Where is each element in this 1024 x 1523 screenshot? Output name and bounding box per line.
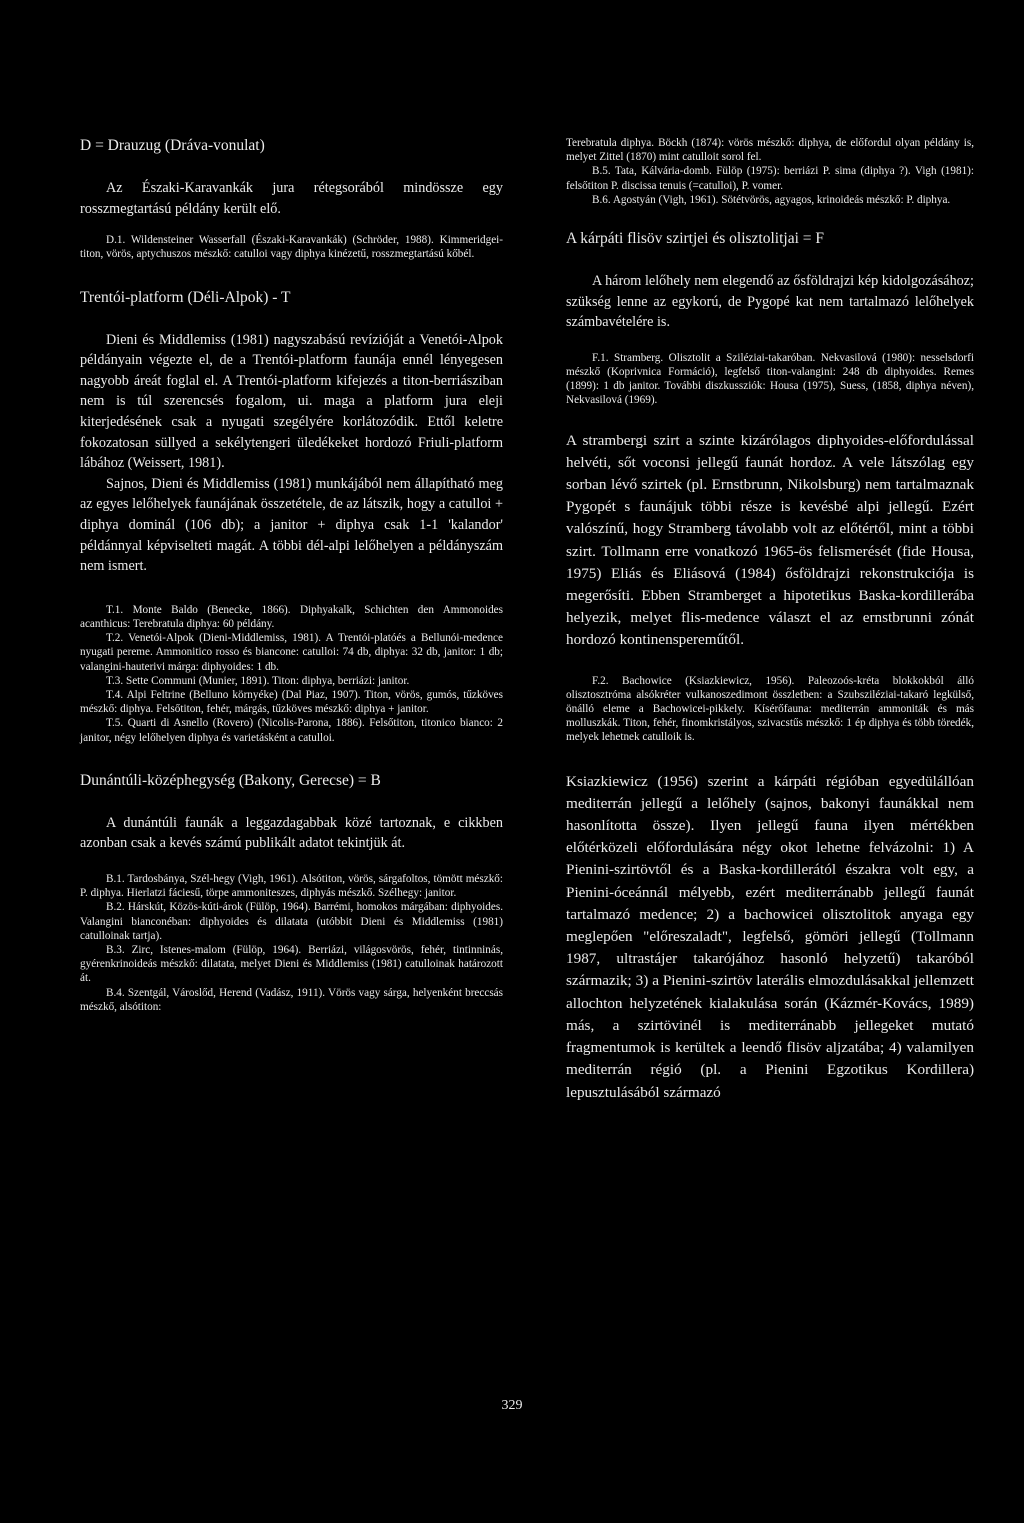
section-heading-drauzug: D = Drauzug (Dráva-vonulat) xyxy=(80,137,265,154)
locality-entry-t2: T.2. Venetói-Alpok (Dieni-Middlemiss, 1981). A Trentói-platóés a Bellunói-medence nyugati pereme. Ammonitico rosso és biancone: catulloi: 74 db, diphya: 32 db, janitor: 1 db; valangini-hauterivi márga: diphyoides: 1 db. xyxy=(80,632,503,673)
locality-entry-t5: T.5. Quarti di Asnello (Rovero) (Nicolis-Parona, 1886). Felsőtiton, titonico bianco: 2 janitor, négy lelőhelyen diphya és varietásként a catulloi. xyxy=(80,717,503,744)
locality-entry-b3: B.3. Zirc, Istenes-malom (Fülöp, 1964). Berriázi, világosvörös, fehér, tintinninás, gyérenkrinoideás mészkő: dilatata, melyet Dieni és Middlemiss (1981) catulloinak határozott át. xyxy=(80,943,503,985)
paragraph-drauzug-intro: Az Északi-Karavankák jura rétegsorából mindössze egy rosszmegtartású példány került elő. xyxy=(80,180,503,217)
section-heading-trento: Trentói-platform (Déli-Alpok) - T xyxy=(80,288,291,306)
locality-entry-f1: F.1. Stramberg. Olisztolit a Sziléziai-takaróban. Nekvasilová (1980): nesselsdorfi mészkő (Koprivnica Formáció), legfelső titon-valangini: 248 db diphyoides. Remes (1899): 1 db janitor. További diszkussziók: Housa (1975), Suess, (1858, diphya néven), Nekvasilová (1969). xyxy=(566,351,974,407)
paragraph-flysch-1: A három lelőhely nem elegendő az ősföldrajzi kép kidolgozásához; szükség lenne az egykorú, de Pygopé kat nem tartalmazó lelőhelyek számbavételére is. xyxy=(566,273,974,331)
locality-entry-f2: F.2. Bachowice (Ksiazkiewicz, 1956). Paleozoós-kréta blokkokból álló olisztosztróma alsókréter vulkanoszedimont összletben: a Szubsziléziai-takaró legkülső, önálló eleme a Bachowicei-pikkely. Kísérőfauna: mediterrán ammoniták és más molluszkák. Titon, fehér, finomkristályos, szivacstűs mészkő: 1 ép diphya és több töredék, melyek lehetnek catulloik is. xyxy=(566,674,974,744)
locality-entry-b1: B.1. Tardosbánya, Szél-hegy (Vigh, 1961). Alsótiton, vörös, sárgafoltos, tömött mészkő: P. diphya. Hierlatzi fáciesű, törpe ammoniteszes, diphyás mészkő. Szélhegy: janitor. xyxy=(80,872,503,900)
locality-entry-b5: B.5. Tata, Kálvária-domb. Fülöp (1975): berriázi P. sima (diphya ?). Vigh (1981): felsőtiton P. discissa tenuis (=catulloi), P. vomer. xyxy=(566,165,974,192)
locality-entry-d1: D.1. Wildensteiner Wasserfall (Északi-Karavankák) (Schröder, 1988). Kimmeridgei-titon, vörös, aptychuszos mészkő: catulloi vagy diphya kinézetű, rosszmegtartású kőbél. xyxy=(80,234,503,261)
locality-entry-continued: Terebratula diphya. Böckh (1874): vörös mészkő: diphya, de előfordul olyan példány is, melyet Zittel (1870) mint catulloit sorol fel. xyxy=(566,137,974,164)
locality-entry-t4: T.4. Alpi Feltrine (Belluno környéke) (Dal Piaz, 1907). Titon, vörös, gumós, tűzköves mészkő: diphya. Felsőtiton, fehér, márgás, tűzköves mészkő: diphya + janitor. xyxy=(80,688,503,716)
section-heading-bakony: Dunántúli-középhegység (Bakony, Gerecse) = B xyxy=(80,771,381,789)
section-heading-flysch: A kárpáti flisöv szirtjei és olisztolitjai = F xyxy=(566,230,824,248)
locality-entry-b4: B.4. Szentgál, Városlőd, Herend (Vadász, 1911). Vörös vagy sárga, helyenként breccsás mészkő, alsótiton: xyxy=(80,986,503,1013)
paragraph-bakony-1: A dunántúli faunák a leggazdagabbak közé tartoznak, e cikkben azonban csak a kevés számú publikált adatot tekintjük át. xyxy=(80,814,503,852)
locality-entry-t1: T.1. Monte Baldo (Benecke, 1866). Diphyakalk, Schichten den Ammonoides acanthicus: Terebratula diphya: 60 példány. xyxy=(80,603,503,630)
left-column xyxy=(80,136,503,1014)
paragraph-trento-2: Sajnos, Dieni és Middlemiss (1981) munkájából nem állapítható meg az egyes lelőhelyek faunájának összetétele, de az látszik, hogy a catulloi + diphya dominál (106 db); a janitor + diphya csak 1-1 'kalandor' példánnyal képviselteti magát. A többi dél-alpi lelőhelyen a példányszám nem ismert. xyxy=(80,475,503,575)
page-number: 329 xyxy=(501,1398,523,1413)
paragraph-trento-1: Dieni és Middlemiss (1981) nagyszabású revízióját a Venetói-Alpok példányain végezte el, de a Trentói-platform faunája ennél lényegesen nagyobb áreát foglal el. A Trentói-platform kifejezés a titon-berriásziban nem is túl szerencsés fogalom, ui. maga a platform jura eleji kiterjedésének csak a nyugati szegélyére korlátozódik. Ettől keletre fokozatosan süllyed a sekélytengeri üledékeket hordozó Friuli-platform lábához (Weissert, 1981). xyxy=(80,331,503,472)
locality-entry-b6: B.6. Agostyán (Vigh, 1961). Sötétvörös, agyagos, krinoideás mészkő: P. diphya. xyxy=(592,193,951,206)
locality-entry-b2: B.2. Hárskút, Közös-kúti-árok (Fülöp, 1964). Barrémi, homokos márgában: diphyoides. Valangini bianconéban: diphyoides és dilatata (utóbbit Dieni és Middlemiss (1981) catulloinak tartja). xyxy=(80,901,503,942)
paragraph-flysch-3: Ksiazkiewicz (1956) szerint a kárpáti régióban egyedülállóan mediterrán jellegű a lelőhely (sajnos, bakonyi faunákkal nem hasonlította össze). Ilyen jellegű fauna ilyen mértékben előtérközeli előfordulására négy okot lehetne felvázolni: 1) A Pienini-szirtövtől és a Baska-kordillerától északra volt egy, a Pienini-óceánnál mélyebb, ezért mediterránabb jellegű faunát tartalmazó medence; 2) a bachowicei olisztolitok anyaga egy meglepően "előreszaladt", legfelső, gömöri jellegű (Tollmann 1987, ultrastájer takarójához hasonló helyzetű) takaróból származik; 3) a Pienini-szirtöv laterális elmozdulásakkal jellemzett allochton helyzetének kialakulása során (Kázmér-Kovács, 1989) más, a szirtövinél is mediterránabb jellegeket mutató fragmentumok is kerültek a leendő flisöv aljzatába; 4) valamilyen mediterrán régió (pl. a Pienini Egzotikus Kordillera) lepusztulásából származó xyxy=(566,772,974,1101)
paragraph-flysch-2: A strambergi szirt a szinte kizárólagos diphyoides-előfordulással helvéti, sőt voconsi jellegű faunát hordoz. A vele látszólag egy sorban lévő szirtek (pl. Ernstbrunn, Nikolsburg) nem tartalmaznak Pygopét s faunájuk többi része is kevésbé alpi jellegű. Ezért valószínű, hogy Stramberg távolabb volt az előtértől, mint a többi szirt. Tollmann erre vonatkozó 1965-ös felismerését (fide Housa, 1975) Eliás és Eliásová (1984) ősföldrajzi rekonstrukciója is megerősíti. Ebben Stramberget a hipotetikus Baska-kordillerába helyezik, melyet flis-medence választ el az ernstbrunni zónát hordozó kontinenspereműtől. xyxy=(566,431,974,649)
right-column xyxy=(566,136,974,1104)
locality-entry-t3: T.3. Sette Communi (Munier, 1891). Titon: diphya, berriázi: janitor. xyxy=(106,674,410,687)
